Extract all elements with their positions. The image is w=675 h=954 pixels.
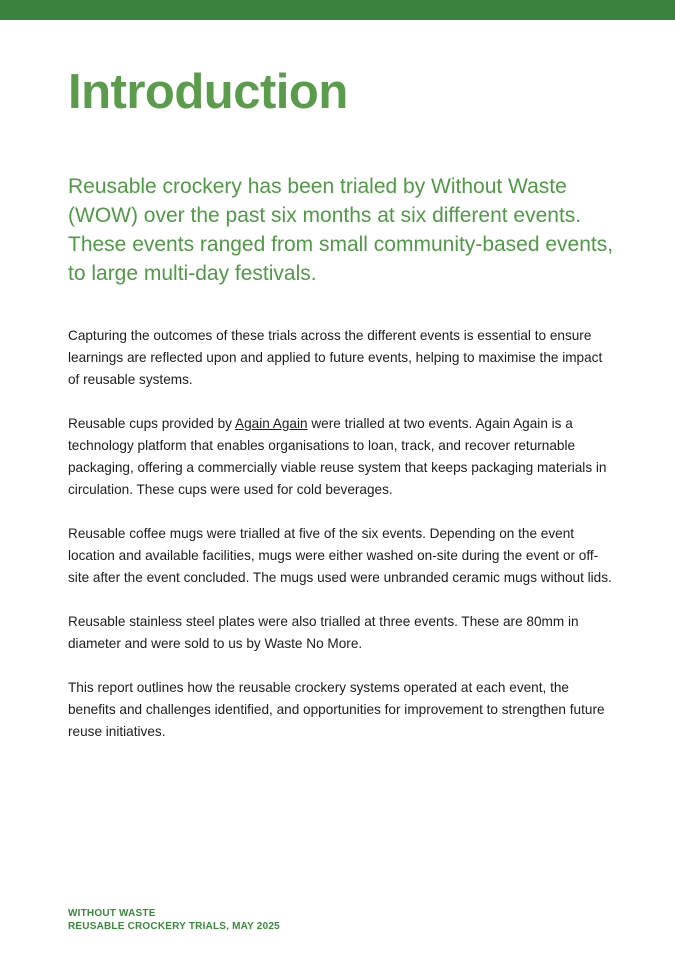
paragraph: Capturing the outcomes of these trials across the different events is essential to ensure learnings are reflected upon and applied to future events, helping to maximise the impact of reusable systems.	[68, 328, 603, 387]
paragraph	[68, 413, 613, 501]
again-again-link[interactable]: Again Again	[235, 416, 308, 431]
paragraph-text: were trialled at two events. Again Again is a technology platform that enables organisations to loan, track, and recover returnable packaging, offering a commercially viable reuse system that keeps packaging materials in circulation. These cups were used for cold beverages.	[68, 416, 607, 497]
footer	[68, 907, 280, 933]
page-title: Introduction	[68, 65, 348, 119]
lede-paragraph: Reusable crockery has been trialed by Without Waste (WOW) over the past six months at six different events. These events ranged from small community-based events, to large multi-day festivals.	[68, 175, 614, 285]
paragraph: Reusable coffee mugs were trialled at five of the six events. Depending on the event location and available facilities, mugs were either washed on-site during the event or off-site after the event concluded. The mugs used were unbranded ceramic mugs without lids.	[68, 526, 612, 585]
header-bar	[0, 0, 675, 20]
paragraph: Reusable stainless steel plates were also trialled at three events. These are 80mm in diameter and were sold to us by Waste No More.	[68, 614, 579, 651]
footer-org: WITHOUT WASTE	[68, 908, 156, 919]
footer-report-title: REUSABLE CROCKERY TRIALS, MAY 2025	[68, 921, 280, 932]
paragraph: This report outlines how the reusable crockery systems operated at each event, the benefits and challenges identified, and opportunities for improvement to strengthen future reuse initiatives.	[68, 680, 605, 739]
body-text	[68, 325, 613, 765]
paragraph-text: Reusable cups provided by	[68, 416, 236, 431]
